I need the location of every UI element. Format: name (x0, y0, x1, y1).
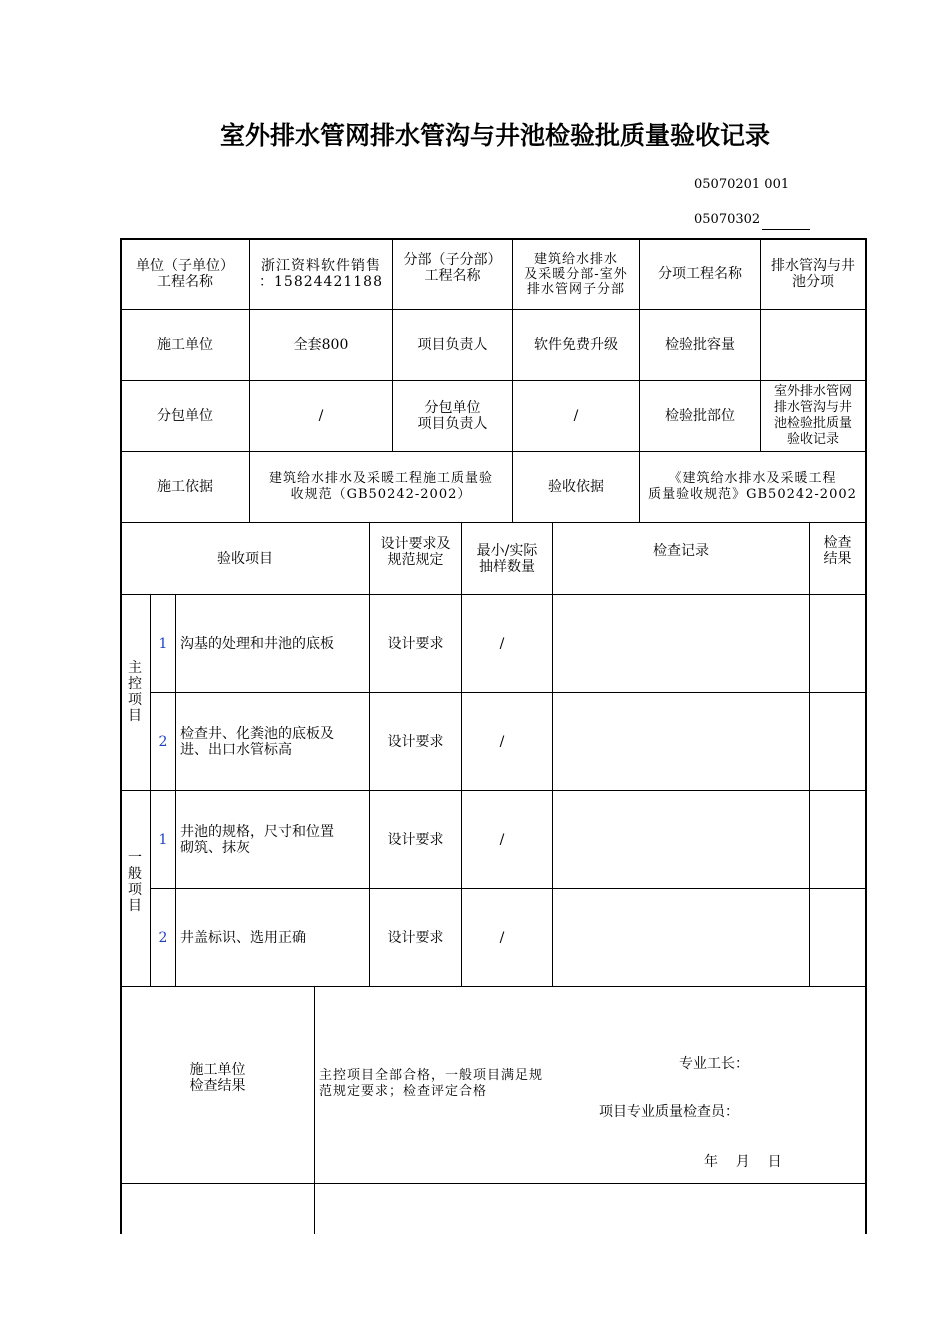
record-code-2: 05070302 (694, 212, 761, 227)
item-number: 2 (158, 929, 168, 946)
accept-label: 验收依据 (548, 479, 604, 495)
page-title: 室外排水管网排水管沟与井池检验批质量验收记录 (219, 121, 770, 150)
code-underline (762, 229, 810, 230)
col-rule (809, 522, 810, 986)
foreman-label: 专业工长： (679, 1056, 749, 1072)
item-sample: / (499, 733, 505, 750)
item-name: 沟基的处理和井池的底板 (180, 635, 334, 652)
table-right-border (865, 238, 867, 1234)
row-rule (120, 1183, 866, 1184)
item-sample: / (499, 929, 505, 946)
part-label: 检验批部位 (665, 408, 735, 424)
date-label: 年 月 日 (704, 1154, 782, 1170)
pm-value: 软件免费升级 (534, 337, 618, 353)
col-head-design: 设计要求及 规范规定 (380, 536, 451, 568)
item-design: 设计要求 (387, 831, 444, 848)
inspector-label: 项目专业质量检查员： (599, 1104, 739, 1120)
sub-label: 分包单位 (157, 408, 213, 424)
check-result-label: 施工单位 检查结果 (189, 1062, 246, 1094)
item-number: 1 (158, 635, 168, 652)
sub-pm-label: 分包单位 项目负责人 (417, 400, 488, 432)
contractor-value: 全套800 (293, 337, 349, 353)
contractor-label: 施工单位 (157, 337, 213, 353)
col-head-item: 验收项目 (217, 550, 273, 567)
capacity-value (761, 310, 865, 380)
unit-value: 浙江资料软件销售 ：15824421188 (259, 258, 383, 290)
subitem-label: 分项工程名称 (658, 266, 742, 282)
pm-label: 项目负责人 (417, 337, 488, 353)
item-design: 设计要求 (387, 929, 444, 946)
item-name: 检查井、化粪池的底板及 进、出口水管标高 (180, 725, 334, 758)
item-name: 井池的规格，尺寸和位置 砌筑、抹灰 (180, 823, 334, 856)
division-value: 建筑给水排水 及采暖分部-室外 排水管网子分部 (524, 251, 628, 297)
group-label-general: 一 般 项 目 (128, 850, 142, 914)
item-design: 设计要求 (387, 635, 444, 652)
division-label: 分部（子分部） 工程名称 (403, 252, 502, 284)
record-code-1: 05070201 001 (694, 177, 790, 192)
group-label-main: 主 控 项 目 (128, 660, 142, 724)
accept-value: 《建筑给水排水及采暖工程 质量验收规范》GB50242-2002 (648, 471, 857, 502)
col-rule (314, 986, 315, 1234)
item-sample: / (499, 635, 505, 652)
col-head-sample: 最小/实际 抽样数量 (476, 542, 538, 575)
item-number: 1 (158, 831, 168, 848)
basis-label: 施工依据 (157, 479, 213, 495)
col-head-record: 检查记录 (653, 543, 709, 559)
subitem-value: 排水管沟与井 池分项 (771, 258, 855, 290)
col-rule (552, 522, 553, 986)
item-design: 设计要求 (387, 733, 444, 750)
row-rule (120, 986, 866, 987)
sub-pm-value: / (573, 408, 579, 424)
capacity-label: 检验批容量 (665, 337, 735, 353)
item-name: 井盖标识、选用正确 (180, 929, 306, 946)
part-value: 室外排水管网 排水管沟与井 池检验批质量 验收记录 (773, 384, 852, 447)
unit-label: 单位（子单位） 工程名称 (136, 258, 234, 290)
basis-value: 建筑给水排水及采暖工程施工质量验 收规范（GB50242-2002） (268, 471, 493, 502)
item-sample: / (499, 831, 505, 848)
col-head-result: 检查 结果 (823, 535, 852, 567)
check-result-text: 主控项目全部合格，一般项目满足规 范规定要求；检查评定合格 (319, 1068, 544, 1099)
item-number: 2 (158, 733, 168, 750)
sub-value: / (318, 408, 324, 424)
